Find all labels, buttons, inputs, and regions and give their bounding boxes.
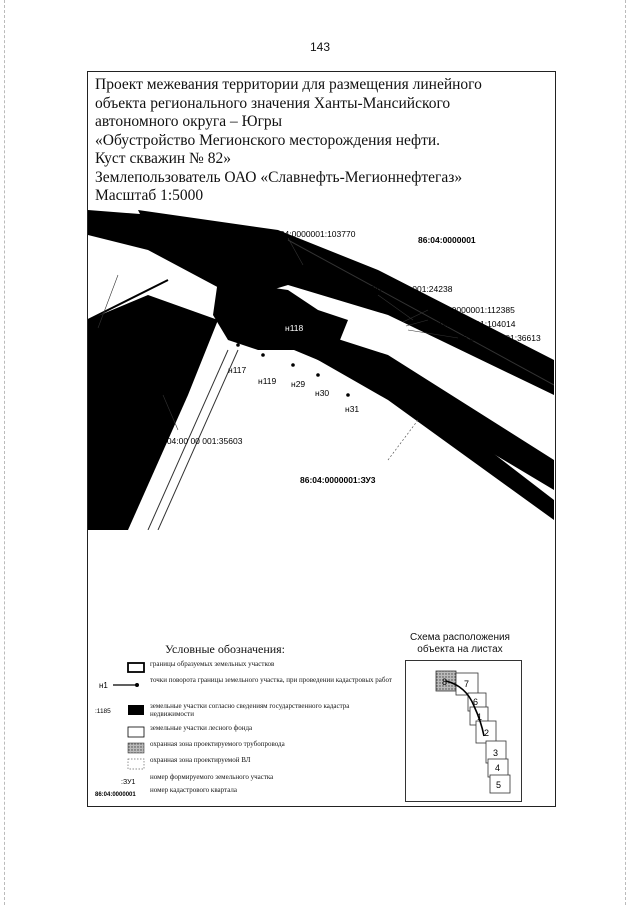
- leader-line: [388, 420, 418, 460]
- point-label: н31: [345, 404, 360, 414]
- turning-point-marker: [236, 343, 240, 347]
- title-line: объекта регионального значения Ханты-Мансийского: [95, 94, 451, 112]
- point-label: н30: [315, 388, 330, 398]
- parcel-label: 86:04:00 00 001:24238: [365, 284, 453, 294]
- white-box-symbol: [95, 724, 147, 740]
- title-line: «Обустройство Мегионского месторождения нефти.: [95, 131, 441, 149]
- scan-edge-left: [4, 0, 5, 905]
- svg-text:н1: н1: [99, 681, 108, 690]
- sheet-number: 3: [493, 748, 499, 758]
- parcel-label: 86:04:0000001:: [100, 347, 160, 357]
- boundary-box-symbol: [95, 660, 147, 676]
- parcel-35603: [88, 295, 218, 530]
- quarter-number-symbol: [95, 786, 147, 802]
- formed-parcel-label: 86:04:0000001:ЗУ3: [300, 475, 376, 485]
- legend-item: :1185 земельные участки согласно сведениям государственного кадастра недвижимости: [95, 702, 350, 718]
- turning-point-marker: [261, 353, 265, 357]
- sheet-number: 5: [496, 780, 502, 790]
- parcel-label: 86:04:0000001:104014: [428, 319, 516, 329]
- point-label: н117: [228, 365, 247, 375]
- scan-edge-right: [625, 0, 626, 905]
- legend-item: границы образуемых земельных участков: [95, 660, 395, 676]
- title-line: Проект межевания территории для размещения линейного: [95, 76, 482, 93]
- parcel-label: 86:04:00 00 001:35603: [155, 436, 243, 446]
- scheme-title: Схема расположения объекта на листах: [410, 632, 510, 655]
- title-line: Куст скважин № 82»: [95, 150, 231, 167]
- legend-item: охранная зона проектируемого трубопровода: [95, 740, 395, 756]
- point-label: н118: [285, 323, 304, 333]
- parcel-label: 86:04:0000001:103770: [268, 229, 356, 239]
- page-number: 143: [309, 40, 331, 54]
- title-line: Масштаб 1:5000: [95, 187, 204, 204]
- point-label: н119: [258, 376, 277, 386]
- legend-item: н1 точки поворота границы земельного участка, при проведении кадастровых работ: [95, 676, 395, 692]
- svg-text:86:04:0000001: 86:04:0000001: [95, 792, 136, 798]
- title-line: автономного округа – Югры: [95, 113, 283, 130]
- title-line: Землепользователь ОАО «Славнефть-Мегионнефтегаз»: [95, 168, 463, 186]
- dotted-box-symbol: [95, 756, 147, 772]
- point-label: н29: [291, 379, 306, 389]
- turning-point-marker: [346, 393, 350, 397]
- svg-text::ЗУ1: :ЗУ1: [121, 779, 136, 786]
- turning-point-symbol: [95, 676, 147, 692]
- parcel-label: 86:04:00 00 001:: [98, 332, 162, 342]
- hatched-box-symbol: [95, 740, 147, 756]
- map-title: [95, 76, 545, 206]
- cadastral-map: [88, 210, 554, 530]
- svg-text::1185: :1185: [95, 708, 111, 715]
- sheet-number: 8: [442, 677, 448, 687]
- legend-item: земельные участки лесного фонда: [95, 724, 395, 740]
- black-box-symbol: [95, 702, 147, 718]
- sheet-number: 2: [484, 728, 490, 738]
- sheet-number: 6: [473, 697, 479, 707]
- parcel-label: 86:04:0000001:36613: [458, 333, 541, 343]
- quarter-label: 86:04:0000001: [418, 235, 476, 245]
- sheet-number: 1: [477, 712, 483, 722]
- turning-point-marker: [316, 373, 320, 377]
- sheet-number: 7: [464, 679, 470, 689]
- legend-item: охранная зона проектируемой ВЛ: [95, 756, 395, 772]
- turning-point-marker: [291, 363, 295, 367]
- sheet-number: 4: [495, 763, 501, 773]
- legend-item: 86:04:0000001 номер кадастрового квартала: [95, 786, 395, 802]
- legend-item: :ЗУ1 номер формируемого земельного участка: [95, 773, 395, 789]
- legend-title: Условные обозначения:: [165, 642, 286, 656]
- parcel-label: 86:04:0000001:112385: [428, 305, 515, 315]
- sheet-scheme: [405, 660, 522, 802]
